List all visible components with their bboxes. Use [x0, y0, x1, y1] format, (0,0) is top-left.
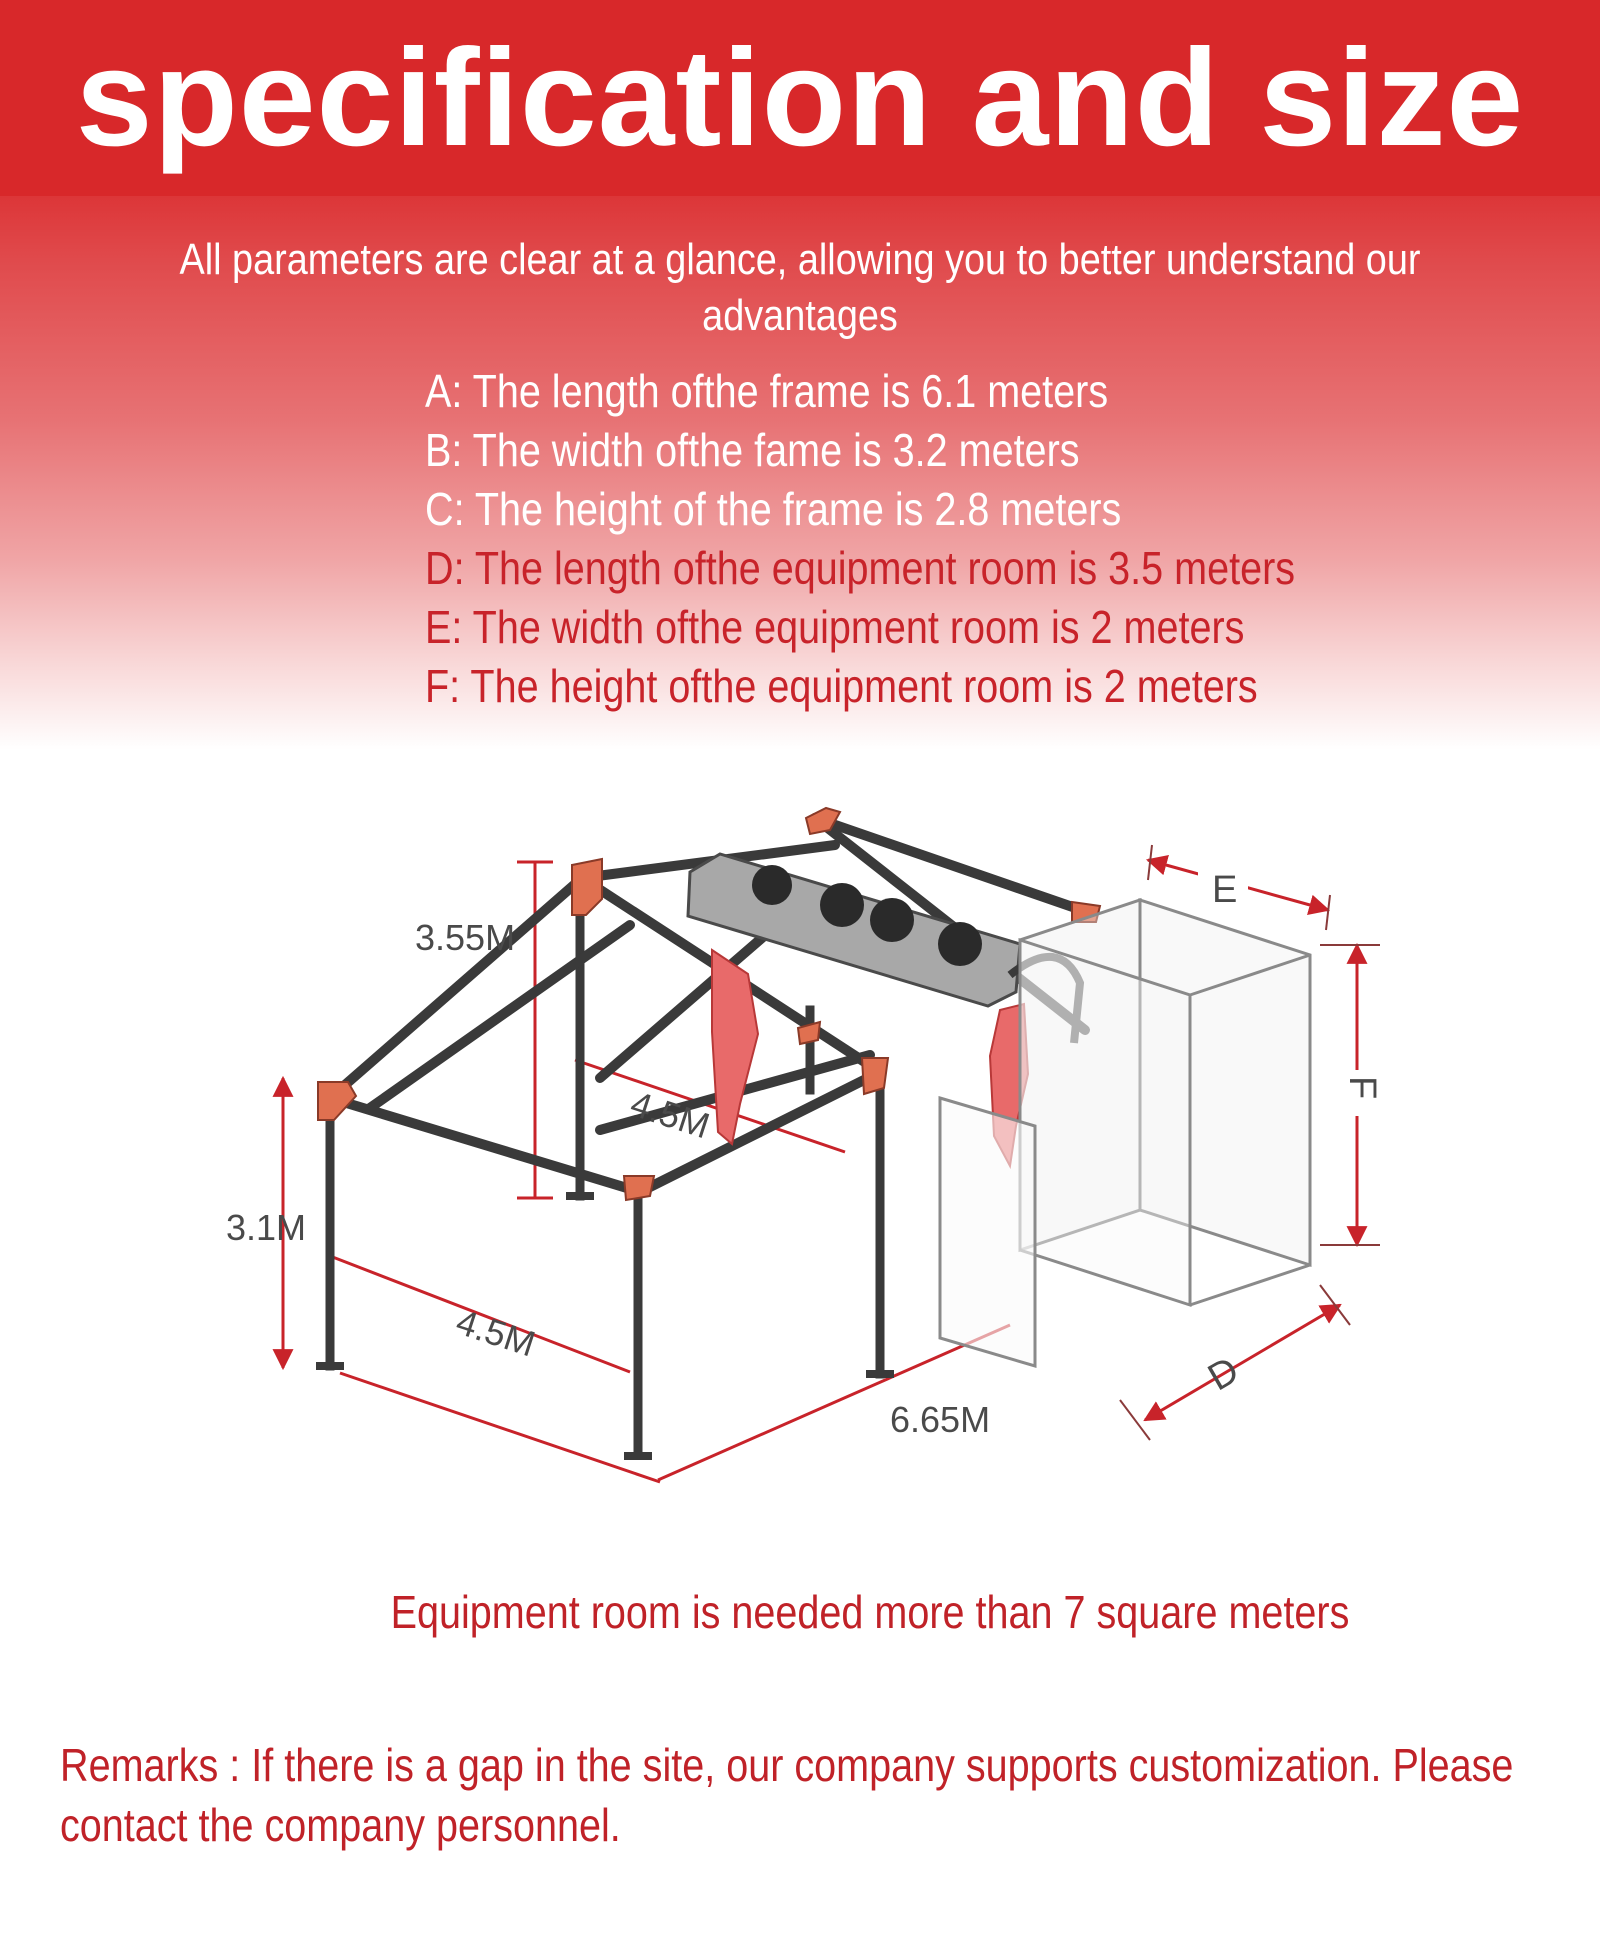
spec-c: C: The height of the frame is 2.8 meters	[425, 483, 1122, 535]
spec-d: D: The length ofthe equipment room is 3.5 meters	[425, 542, 1296, 594]
dim-length-label: 6.65M	[890, 1399, 991, 1440]
spec-list	[425, 362, 1371, 716]
frame-posts	[330, 880, 880, 1455]
dim-width-inner-label: 4.5M	[625, 1082, 715, 1147]
spec-b: B: The width ofthe fame is 3.2 meters	[425, 424, 1080, 476]
spec-a: A: The length ofthe frame is 6.1 meters	[425, 365, 1109, 417]
remarks	[60, 1735, 1600, 1855]
spec-e: E: The width ofthe equipment room is 2 meters	[425, 601, 1245, 653]
room-length-d-label: D	[1201, 1349, 1247, 1400]
page-title: specification and size	[75, 21, 1525, 175]
spec-f: F: The height ofthe equipment room is 2 meters	[425, 660, 1258, 712]
frame-diagram	[0, 760, 1600, 1520]
remarks-line-1: Remarks : If there is a gap in the site, our company supports customization. Please	[60, 1739, 1514, 1791]
dim-height-back-label: 3.55M	[415, 917, 516, 958]
room-height-f-label: F	[1341, 1076, 1383, 1100]
room-area-note: Equipment room is needed more than 7 square meters	[390, 1586, 1350, 1638]
remarks-line-2: contact the company personnel.	[60, 1799, 621, 1851]
dim-height-front-label: 3.1M	[226, 1207, 307, 1248]
dim-width-front-label: 4.5M	[451, 1300, 541, 1365]
frame-post-feet	[316, 1192, 894, 1460]
page-subtitle: All parameters are clear at a glance, allowing you to better understand our advantages	[179, 235, 1421, 340]
room-width-e-label: E	[1212, 869, 1238, 911]
